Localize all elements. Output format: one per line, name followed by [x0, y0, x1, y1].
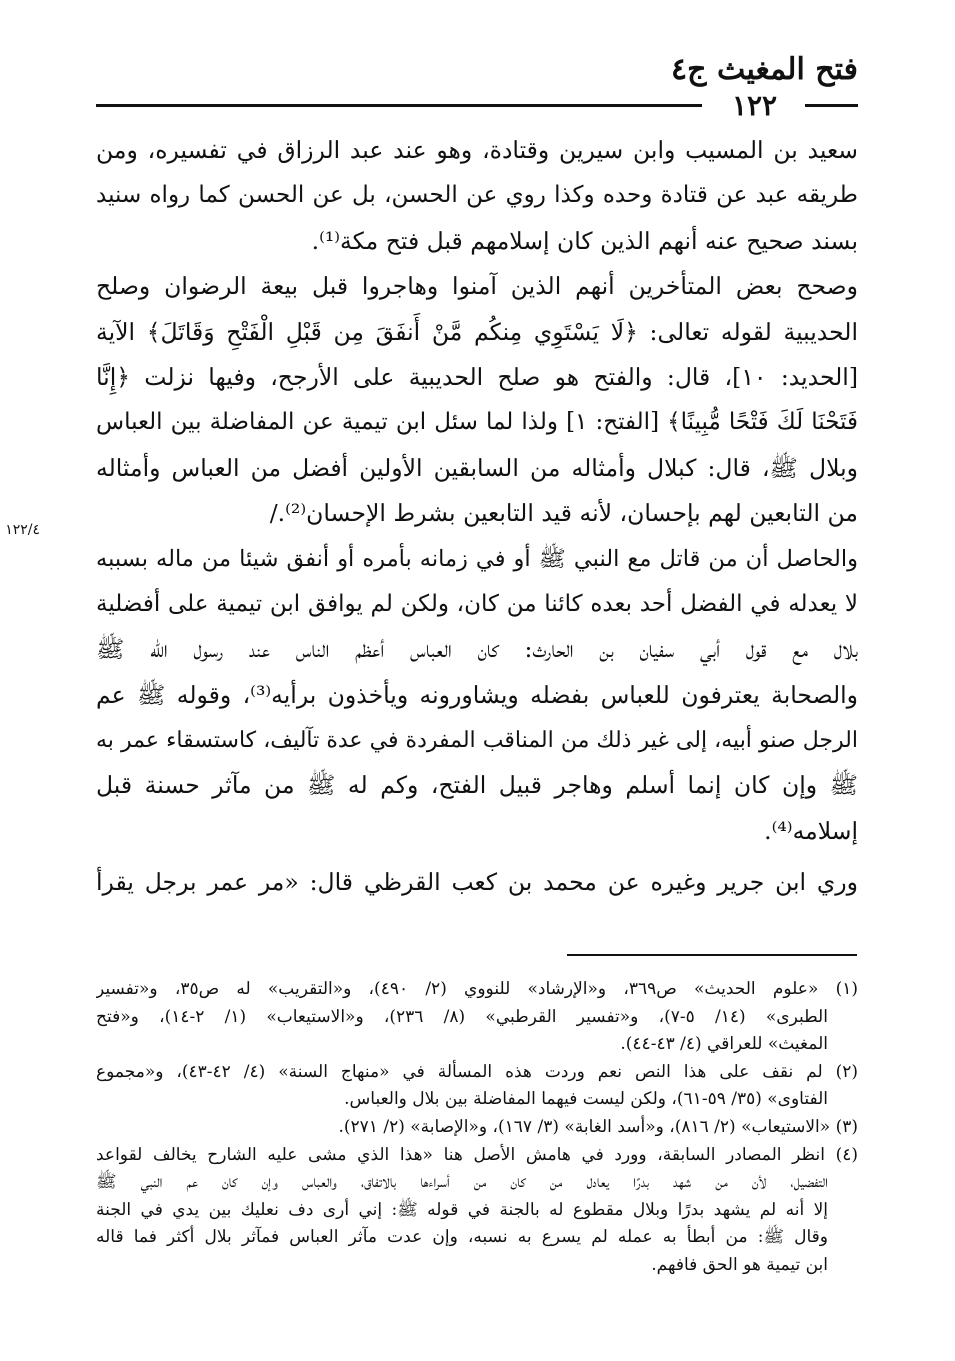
text-line: طريقه عبد عن قتادة وحده وكذا روي عن الحسن، بل عن الحسن كما رواه سنيد [96, 182, 858, 209]
text-line: الرجل صنو أبيه، إلى غير ذلك من المناقب المفردة في عدة تآليف، كاستسقاء عمر به [96, 728, 858, 754]
footnote-separator [567, 954, 857, 956]
margin-page-reference: ١٢٢/٤ [5, 522, 40, 538]
running-header-title: فتح المغيث ج٤ [671, 52, 858, 87]
text-line: وصحح بعض المتأخرين أنهم الذين آمنوا وهاجروا قبل بيعة الرضوان وصلح [96, 272, 858, 301]
footnote-line: ابن تيمية هو الحق فافهم. [651, 1254, 828, 1275]
text-line: وري ابن جرير وغيره عن محمد بن كعب القرظي قال: «مر عمر برجل يقرأ [96, 868, 858, 897]
text-line: سعيد بن المسيب وابن سيرين وقتادة، وهو عند عبد الرزاق في تفسيره، ومن [96, 136, 858, 164]
text-line: والحاصل أن من قاتل مع النبي ﷺ أو في زمانه بأمره أو أنفق شيئا من ماله بسببه [96, 545, 858, 572]
main-text [96, 128, 858, 906]
footnote-line: المغيث» للعراقي (٤/ ٤٣-٤٤). [620, 1034, 828, 1055]
text-line: ﷺ وإن كان إنما أسلم وهاجر قبيل الفتح، وكم له ﷺ من مآثر حسنة قبل [96, 771, 858, 800]
footnote-line: (٤) انظر المصادر السابقة، وورد في هامش الأصل هنا «هذا الذي مشى عليه الشارح يخالف لقواعد [96, 1144, 858, 1165]
footnotes [96, 976, 858, 1280]
footnote-line: الفتاوى» (٣٥/ ٥٩-٦١)، ولكن ليست فيهما المفاضلة بين بلال والعباس. [344, 1089, 828, 1110]
text-line: لا يعدله في الفضل أحد بعده كائنا من كان، ولكن لم يوافق ابن تيمية على أفضلية [96, 590, 858, 617]
header-rule-right [805, 104, 858, 107]
footnote-line: إلا أنه لم يشهد بدرًا وبلال مقطوع له بالجنة في قوله ﷺ: إني أرى دف نعليك بين يدي في الجنة [96, 1199, 828, 1220]
text-line: وبلال ﷺ، قال: كبلال وأمثاله من السابقين الأولين أفضل من العباس وأمثاله [96, 453, 858, 482]
footnote-line: (٣) «الاستيعاب» (٢/ ٨١٦)، و«أسد الغابة» (٣/ ١٦٧)، و«الإصابة» (٢/ ٢٧١). [338, 1116, 858, 1137]
text-line: فَتَحْنَا لَكَ فَتْحًا مُّبِينًا﴾ [الفتح: ١] ولذا لما سئل ابن تيمية عن المفاضلة بين العباس [96, 409, 858, 436]
footnote-line: وقال ﷺ: من أبطأ به عمله لم يسرع به نسبه، وإن عدت مآثر العباس فمآثر بلال أكثر فما قاله [96, 1227, 828, 1248]
text-line: إسلامه⁽⁴⁾. [764, 816, 858, 845]
header-rule-left [96, 104, 702, 107]
footnote-line: (٢) لم نقف على هذا النص نعم وردت هذه المسألة في «منهاج السنة» (٤/ ٤٢-٤٣)، و«مجموع [96, 1061, 858, 1082]
text-line: الحديبية لقوله تعالى: ﴿لَا يَسْتَوِي مِنكُم مَّنْ أَنفَقَ مِن قَبْلِ الْفَتْحِ وَقَاتَلَ﴾ الآية [96, 317, 858, 346]
text-line: [الحديد: ١٠]، قال: والفتح هو صلح الحديبية على الأرجح، وفيها نزلت ﴿إِنَّا [96, 362, 858, 391]
footnote-line: التفضيل، لأن من شهد بدرًا يعادل من كان من أسراءها بالاتفاق، والعباس وإن كان عم النبي ﷺ [96, 1172, 828, 1193]
footnote-line: الطبرى» (١٤/ ٥-٧)، و«تفسير القرطبي» (٨/ ٢٣٦)، و«الاستيعاب» (١/ ٢-١٤)، و«فتح [96, 1006, 828, 1027]
text-line: من التابعين لهم بإحسان، لأنه قيد التابعين بشرط الإحسان⁽²⁾./ [269, 499, 858, 528]
text-line: والصحابة يعترفون للعباس بفضله ويشاورونه ويأخذون برأيه⁽³⁾، وقوله ﷺ عم [96, 680, 858, 709]
text-line: بسند صحيح عنه أنهم الذين كان إسلامهم قبل فتح مكة⁽¹⁾. [311, 226, 858, 255]
text-line: بلال مع قول أبي سفيان بن الحارث: كان العباس أعظم الناس عند رسول الله ﷺ [96, 635, 858, 664]
page-number: ١٢٢ [731, 89, 778, 122]
footnote-line: (١) «علوم الحديث» ص٣٦٩، و«الإرشاد» للنووي (٢/ ٤٩٠)، و«التقريب» له ص٣٥، و«تفسير [96, 979, 858, 999]
